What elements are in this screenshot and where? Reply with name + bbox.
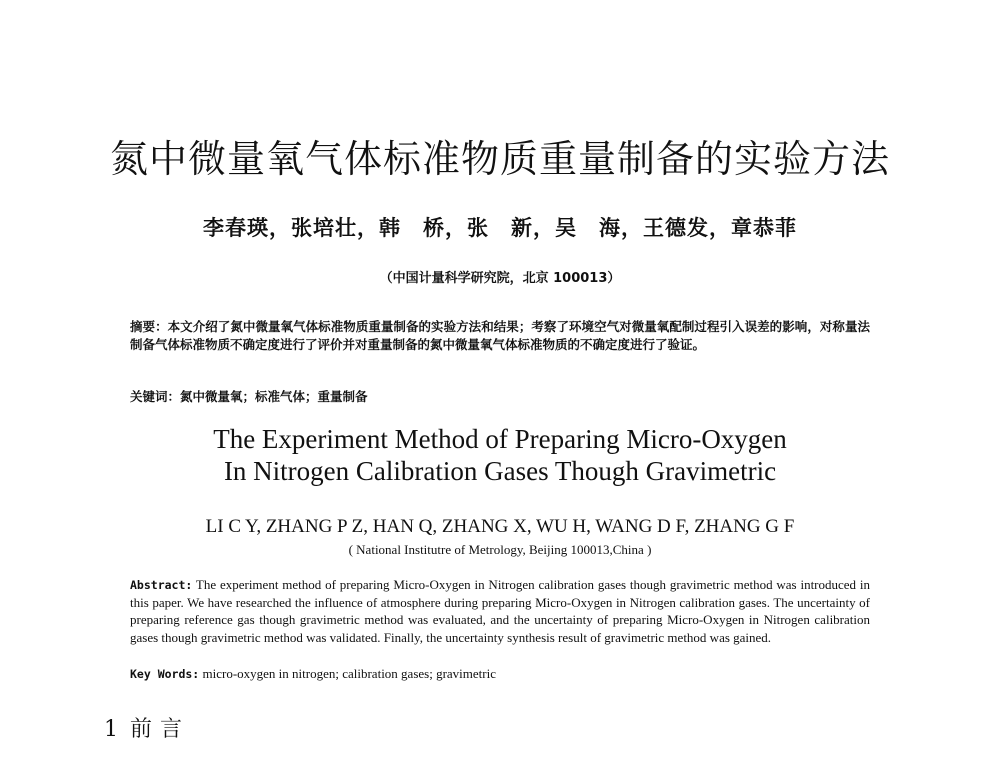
english-keywords-text: micro-oxygen in nitrogen; calibration gases; gravimetric [199,666,496,681]
english-authors: LI C Y, ZHANG P Z, HAN Q, ZHANG X, WU H, WANG D F, ZHANG G F [205,516,795,537]
chinese-title: 氮中微量氧气体标准物质重量制备的实验方法 [109,137,890,181]
english-abstract-text: The experiment method of preparing Micro-Oxygen in Nitrogen calibration gases though gravimetric method was introduced in this paper. We have researched the influence of atmosphere during preparing Micro-Oxygen in Nitrogen calibration gases. The uncertainty of preparing reference gas though gravimetric method was evaluated, and the uncertainty of preparing Micro-Oxygen in Nitrogen calibration gases though gravimetric method was validated. Finally, the uncertainty synthesis result of gravimetric method was gained. [130,577,870,645]
english-title-line-1: The Experiment Method of Preparing Micro-Oxygen [213,424,787,454]
section-title: 前言 [130,717,191,742]
english-keywords-label: Key Words: [130,667,200,681]
chinese-keywords [130,387,870,405]
chinese-abstract-label: 摘要： [130,319,168,334]
english-title-line-2: In Nitrogen Calibration Gases Though Gravimetric [223,456,777,486]
chinese-abstract-text: 本文介绍了氮中微量氧气体标准物质重量制备的实验方法和结果；考察了环境空气对微量氧配制过程引入误差的影响，对称量法制备气体标准物质不确定度进行了评价并对重量制备的氮中微量氧气体标准物质的不确定度进行了验证。 [130,319,870,352]
chinese-abstract [130,318,870,353]
english-abstract [130,576,870,646]
english-affiliation: ( National Institutre of Metrology, Beijing 100013,China ) [348,542,652,557]
chinese-keywords-label: 关键词： [130,389,181,404]
section-heading [104,712,190,743]
english-abstract-label: Abstract: [130,578,193,592]
chinese-authors: 李春瑛，张培壮，韩 桥，张 新，吴 海，王德发，章恭菲 [203,215,797,240]
section-number: 1 [104,717,118,742]
chinese-affiliation: （中国计量科学研究院，北京 100013） [379,271,621,286]
english-title [0,423,1000,487]
english-keywords [130,666,870,682]
chinese-keywords-text: 氮中微量氧；标准气体；重量制备 [180,389,368,404]
